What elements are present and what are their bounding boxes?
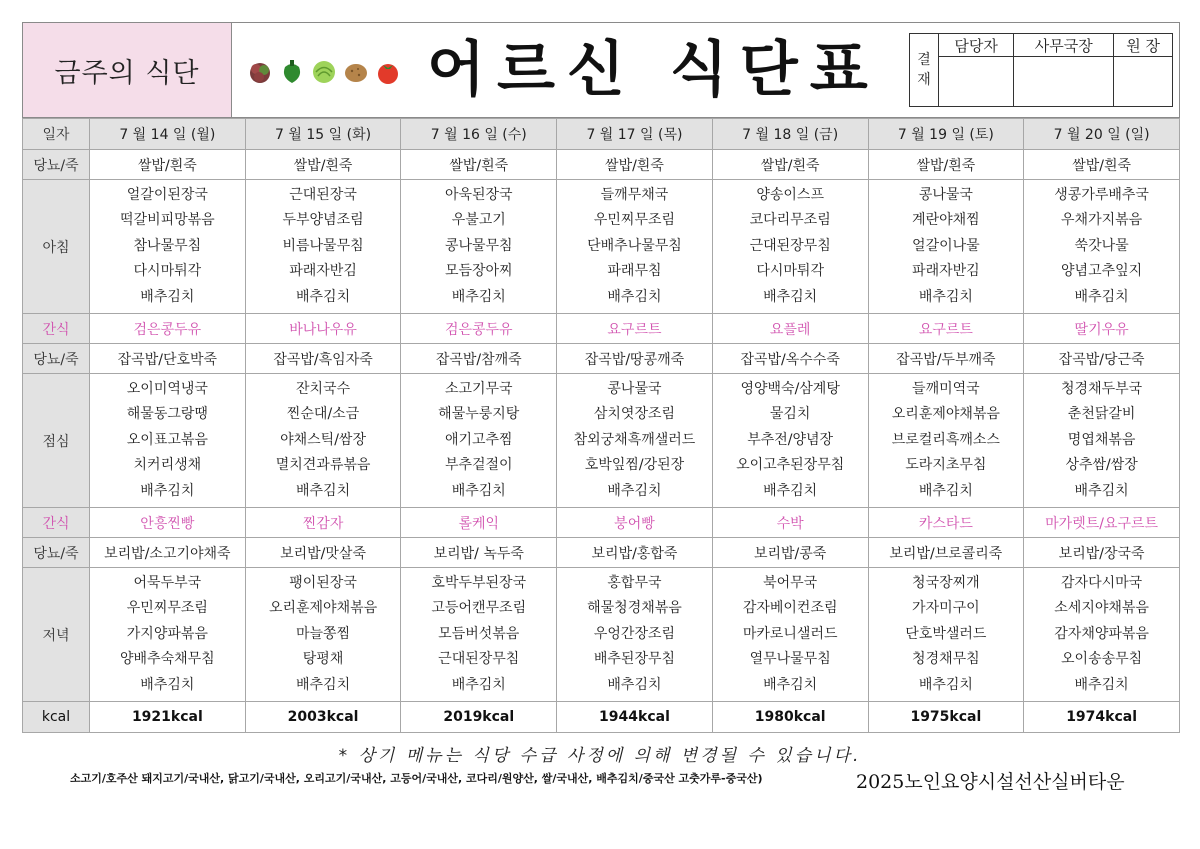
- row-label-date: 일자: [23, 119, 90, 150]
- dinner-cell-list: [869, 568, 1024, 701]
- menu-item: 어묵두부국: [133, 575, 202, 592]
- menu-item: 고등어캔무조림: [431, 600, 527, 617]
- snack2-cell: 안흥찐빵: [90, 508, 246, 538]
- kcal-cell: 1975kcal: [868, 702, 1024, 733]
- menu-item: 모듬버섯볶음: [438, 625, 520, 642]
- snack2-cell: 마가렛트/요구르트: [1024, 508, 1180, 538]
- day-date-cell: 7 월 14 일 (월): [90, 119, 246, 150]
- dinner-row: [23, 568, 1180, 702]
- dinner-cell-list: [246, 568, 401, 701]
- date-row: [23, 119, 1180, 150]
- lunch-cell: [401, 374, 557, 508]
- change-notice: * 상기 메뉴는 식당 수급 사정에 의해 변경될 수 있습니다.: [338, 746, 862, 766]
- potato-icon: [343, 59, 369, 85]
- kcal-cell: 1921kcal: [90, 702, 246, 733]
- menu-item: 브로컬리흑깨소스: [891, 431, 1000, 448]
- week-label: 금주의 식단: [23, 23, 232, 117]
- snack2-cell: 카스타드: [868, 508, 1024, 538]
- lunch-cell: [90, 374, 246, 508]
- approval-side-label: [910, 34, 939, 107]
- lunch-cell: [245, 374, 401, 508]
- menu-item: 쑥갓나물: [1074, 237, 1129, 254]
- menu-item: 해물청경채볶음: [587, 600, 682, 617]
- lunch-cell-list: [713, 374, 868, 507]
- dinner-cell-list: [401, 568, 556, 701]
- snack1-cell: 요플레: [712, 314, 868, 344]
- dinner-cell-list: [557, 568, 712, 701]
- menu-item: 비름나물무침: [282, 237, 364, 254]
- menu-item: 배추김치: [1074, 288, 1129, 305]
- menu-item: 청국장찌개: [912, 575, 980, 592]
- breakfast-alt-cell: 쌀밥/흰죽: [401, 150, 557, 180]
- lunch-alt-cell: 잡곡밥/땅콩깨죽: [557, 344, 713, 374]
- menu-item: 우민찌무조림: [126, 600, 208, 617]
- dinner-alt-row: [23, 538, 1180, 568]
- snack2-row: [23, 508, 1180, 538]
- kcal-cell: 1974kcal: [1024, 702, 1180, 733]
- menu-item: 팽이된장국: [289, 575, 357, 592]
- row-label-kcal: kcal: [23, 702, 90, 733]
- menu-item: 호박잎찜/강된장: [584, 457, 685, 474]
- menu-item: 우채가지볶음: [1061, 212, 1143, 229]
- dinner-alt-cell: 보리밥/맛살죽: [245, 538, 401, 568]
- breakfast-cell-list: [401, 180, 556, 313]
- menu-item: 부추겉절이: [444, 457, 513, 474]
- menu-item: 들깨무채국: [600, 187, 669, 203]
- menu-item: 배추김치: [918, 288, 973, 305]
- menu-item: 근대된장국: [289, 187, 357, 203]
- snack1-cell: 요구르트: [868, 314, 1024, 344]
- approval-role-3: 원 장: [1114, 34, 1173, 57]
- menu-item: 물김치: [769, 406, 811, 423]
- lunch-cell-list: [246, 374, 401, 507]
- lunch-cell: [1024, 374, 1180, 508]
- breakfast-alt-row: [23, 150, 1180, 180]
- approval-side-text: 결재: [917, 52, 931, 88]
- breakfast-alt-cell: 쌀밥/흰죽: [90, 150, 246, 180]
- menu-item: 오이고추된장무침: [736, 457, 845, 474]
- menu-item: 배추김치: [918, 676, 973, 693]
- menu-item: 모듬장아찌: [444, 263, 513, 280]
- menu-item: 콩나물국: [607, 381, 662, 398]
- cabbage-icon: [311, 59, 337, 85]
- breakfast-alt-cell: 쌀밥/흰죽: [1024, 150, 1180, 180]
- lunch-alt-row: [23, 344, 1180, 374]
- dinner-alt-cell: 보리밥/콩죽: [712, 538, 868, 568]
- breakfast-alt-cell: 쌀밥/흰죽: [868, 150, 1024, 180]
- row-label-diabetic: 당뇨/죽: [23, 150, 90, 180]
- menu-item: 근대된장무침: [438, 651, 520, 668]
- menu-item: 우불고기: [451, 212, 506, 229]
- breakfast-cell: [245, 180, 401, 314]
- menu-item: 배추김치: [763, 288, 818, 305]
- menu-item: 명엽채볶음: [1067, 431, 1136, 448]
- menu-item: 단배추나물무침: [587, 237, 682, 254]
- menu-item: 배추김치: [296, 482, 351, 499]
- dinner-cell-list: [1024, 568, 1179, 701]
- menu-item: 배추김치: [607, 482, 662, 499]
- menu-item: 양송이스프: [756, 187, 824, 203]
- menu-item: 가자미구이: [912, 600, 980, 617]
- breakfast-cell-list: [869, 180, 1024, 313]
- day-date-cell: 7 월 19 일 (토): [868, 119, 1024, 150]
- breakfast-cell-list: [1024, 180, 1179, 313]
- lunch-cell-list: [557, 374, 712, 507]
- menu-item: 배추김치: [140, 676, 195, 693]
- menu-item: 파래자반김: [912, 263, 980, 280]
- breakfast-cell: [557, 180, 713, 314]
- day-date-cell: 7 월 17 일 (목): [557, 119, 713, 150]
- menu-item: 춘천닭갈비: [1067, 406, 1136, 423]
- menu-item: 오이표고볶음: [126, 431, 208, 448]
- row-label-snack: 간식: [23, 508, 90, 538]
- menu-item: 청경채무침: [912, 651, 980, 668]
- menu-item: 마늘쫑찜: [296, 625, 351, 642]
- menu-item: 배추김치: [607, 288, 662, 305]
- menu-item: 소고기무국: [444, 381, 513, 398]
- breakfast-row: [23, 180, 1180, 314]
- veggie-icons: [247, 59, 401, 91]
- approval-box: [909, 33, 1173, 107]
- row-label-lunch: 점심: [23, 374, 90, 508]
- menu-item: 파래자반김: [289, 263, 357, 280]
- menu-item: 콩나물국: [918, 187, 973, 203]
- menu-item: 우민찌무조림: [593, 212, 676, 229]
- menu-item: 해물누룽지탕: [438, 406, 520, 423]
- dinner-cell: [1024, 568, 1180, 702]
- kcal-row: [23, 702, 1180, 733]
- menu-item: 배추김치: [296, 676, 351, 693]
- menu-item: 치커리생채: [133, 457, 202, 474]
- dinner-cell: [557, 568, 713, 702]
- menu-item: 단호박샐러드: [905, 625, 987, 642]
- lunch-alt-cell: 잡곡밥/참깨죽: [401, 344, 557, 374]
- row-label-diabetic: 당뇨/죽: [23, 344, 90, 374]
- approval-sign-3: [1114, 57, 1173, 107]
- breakfast-cell-list: [246, 180, 401, 313]
- kcal-cell: 1980kcal: [712, 702, 868, 733]
- menu-item: 부추전/양념장: [747, 431, 834, 448]
- lunch-cell: [557, 374, 713, 508]
- lunch-alt-cell: 잡곡밥/두부깨죽: [868, 344, 1024, 374]
- menu-item: 코다리무조림: [749, 212, 831, 229]
- breakfast-alt-cell: 쌀밥/흰죽: [712, 150, 868, 180]
- menu-item: 해물동그랑땡: [126, 406, 208, 423]
- menu-item: 얼갈이된장국: [126, 187, 208, 203]
- menu-item: 양배추숙채무침: [120, 651, 215, 668]
- breakfast-alt-cell: 쌀밥/흰죽: [557, 150, 713, 180]
- lunch-alt-cell: 잡곡밥/옥수수죽: [712, 344, 868, 374]
- menu-item: 청경채두부국: [1061, 381, 1143, 398]
- menu-item: 배추김치: [451, 288, 506, 305]
- header: [22, 22, 1180, 118]
- menu-item: 배추김치: [140, 288, 195, 305]
- menu-item: 멸치견과류볶음: [275, 457, 371, 474]
- snack1-row: [23, 314, 1180, 344]
- menu-item: 계란야채찜: [912, 212, 980, 229]
- approval-role-2: 사무국장: [1014, 34, 1114, 57]
- menu-item: 근대된장무침: [749, 237, 831, 254]
- row-label-breakfast: 아침: [23, 180, 90, 314]
- menu-item: 오리훈제야채볶음: [891, 406, 1000, 423]
- breakfast-cell: [868, 180, 1024, 314]
- menu-item: 소세지야채볶음: [1054, 600, 1149, 617]
- menu-item: 참외궁채흑깨샐러드: [573, 431, 696, 448]
- menu-item: 애기고추찜: [444, 431, 513, 448]
- menu-item: 참나물무침: [133, 237, 202, 254]
- menu-item: 열무나물무침: [749, 651, 831, 668]
- menu-item: 탕평채: [302, 651, 344, 668]
- menu-item: 배추김치: [296, 288, 351, 305]
- menu-item: 다시마튀각: [133, 263, 202, 280]
- lunch-alt-cell: 잡곡밥/단호박죽: [90, 344, 246, 374]
- dinner-alt-cell: 보리밥/ 녹두죽: [401, 538, 557, 568]
- snack2-cell: 찐감자: [245, 508, 401, 538]
- menu-item: 가지양파볶음: [126, 625, 208, 642]
- lunch-alt-cell: 잡곡밥/당근죽: [1024, 344, 1180, 374]
- menu-item: 파래무침: [607, 263, 662, 280]
- menu-item: 오이미역냉국: [126, 381, 208, 398]
- approval-sign-2: [1014, 57, 1114, 107]
- menu-item: 마카로니샐러드: [742, 625, 838, 642]
- menu-item: 도라지초무침: [905, 457, 987, 474]
- approval-sign-1: [939, 57, 1014, 107]
- menu-item: 북어무국: [763, 575, 818, 592]
- row-label-snack: 간식: [23, 314, 90, 344]
- dinner-cell: [401, 568, 557, 702]
- day-date-cell: 7 월 20 일 (일): [1024, 119, 1180, 150]
- menu-item: 찐순대/소금: [286, 406, 360, 423]
- pepper-icon: [279, 59, 305, 85]
- menu-item: 배추김치: [763, 482, 818, 499]
- lettuce-icon: [247, 59, 273, 85]
- menu-item: 배추김치: [451, 676, 506, 693]
- menu-item: 상추쌈/쌈장: [1065, 457, 1138, 474]
- menu-item: 삼치엿장조림: [593, 406, 676, 423]
- breakfast-cell: [401, 180, 557, 314]
- approval-role-1: 담당자: [939, 34, 1014, 57]
- menu-item: 배추김치: [1074, 676, 1129, 693]
- lunch-row: [23, 374, 1180, 508]
- menu-item: 양념고추잎지: [1061, 263, 1143, 280]
- menu-item: 두부양념조림: [282, 212, 364, 229]
- menu-item: 콩나물무침: [444, 237, 513, 254]
- row-label-diabetic: 당뇨/죽: [23, 538, 90, 568]
- breakfast-cell-list: [557, 180, 712, 313]
- breakfast-alt-cell: 쌀밥/흰죽: [245, 150, 401, 180]
- menu-item: 얼갈이나물: [912, 237, 980, 254]
- dinner-cell-list: [90, 568, 245, 701]
- menu-item: 배추김치: [1074, 482, 1129, 499]
- breakfast-cell: [90, 180, 246, 314]
- day-date-cell: 7 월 18 일 (금): [712, 119, 868, 150]
- menu-table: [22, 118, 1180, 733]
- lunch-alt-cell: 잡곡밥/흑임자죽: [245, 344, 401, 374]
- menu-item: 배추김치: [918, 482, 973, 499]
- kcal-cell: 2019kcal: [401, 702, 557, 733]
- snack2-cell: 붕어빵: [557, 508, 713, 538]
- menu-item: 다시마튀각: [756, 263, 824, 280]
- breakfast-cell-list: [713, 180, 868, 313]
- menu-item: 배추김치: [451, 482, 506, 499]
- snack1-cell: 바나나우유: [245, 314, 401, 344]
- lunch-cell: [712, 374, 868, 508]
- menu-item: 들깨미역국: [912, 381, 980, 398]
- origin-info: 소고기/호주산 돼지고기/국내산, 닭고기/국내산, 오리고기/국내산, 고등어/국내산, 코다리/원양산, 쌀/국내산, 배추김치/중국산 고춧가루-중국산): [70, 772, 763, 785]
- menu-item: 감자베이컨조림: [742, 600, 838, 617]
- lunch-cell-list: [869, 374, 1024, 507]
- dinner-cell: [90, 568, 246, 702]
- menu-item: 야채스틱/쌈장: [280, 431, 366, 448]
- menu-item: 아욱된장국: [444, 187, 513, 203]
- snack1-cell: 검은콩두유: [90, 314, 246, 344]
- lunch-cell-list: [401, 374, 556, 507]
- breakfast-cell: [1024, 180, 1180, 314]
- day-date-cell: 7 월 15 일 (화): [245, 119, 401, 150]
- row-label-dinner: 저녁: [23, 568, 90, 702]
- dinner-alt-cell: 보리밥/홍합죽: [557, 538, 713, 568]
- menu-item: 오리훈제야채볶음: [268, 600, 378, 617]
- snack1-cell: 검은콩두유: [401, 314, 557, 344]
- facility-name: 2025노인요양시설선산실버타운: [856, 771, 1125, 793]
- menu-item: 배추김치: [607, 676, 662, 693]
- menu-item: 생콩가루배추국: [1054, 187, 1149, 203]
- menu-item: 영양백숙/삼계탕: [740, 381, 840, 398]
- snack1-cell: 요구르트: [557, 314, 713, 344]
- menu-item: 떡갈비피망볶음: [120, 212, 215, 229]
- dinner-cell: [868, 568, 1024, 702]
- menu-item: 감자채양파볶음: [1054, 625, 1149, 642]
- menu-item: 배추김치: [763, 676, 818, 693]
- menu-item: 잔치국수: [296, 381, 351, 398]
- kcal-cell: 1944kcal: [557, 702, 713, 733]
- lunch-cell: [868, 374, 1024, 508]
- menu-item: 감자다시마국: [1061, 575, 1143, 592]
- menu-item: 우엉간장조림: [593, 625, 676, 642]
- kcal-cell: 2003kcal: [245, 702, 401, 733]
- menu-item: 오이송송무침: [1061, 651, 1143, 668]
- menu-item: 배추김치: [140, 482, 195, 499]
- snack2-cell: 수박: [712, 508, 868, 538]
- dinner-cell: [712, 568, 868, 702]
- tomato-icon: [375, 59, 401, 85]
- dinner-cell-list: [713, 568, 868, 701]
- menu-item: 호박두부된장국: [431, 575, 527, 592]
- breakfast-cell: [712, 180, 868, 314]
- dinner-alt-cell: 보리밥/소고기야채죽: [90, 538, 246, 568]
- dinner-alt-cell: 보리밥/장국죽: [1024, 538, 1180, 568]
- menu-item: 배추된장무침: [593, 651, 676, 668]
- dinner-cell: [245, 568, 401, 702]
- snack2-cell: 롤케익: [401, 508, 557, 538]
- breakfast-cell-list: [90, 180, 245, 313]
- lunch-cell-list: [1024, 374, 1179, 507]
- dinner-alt-cell: 보리밥/브로콜리죽: [868, 538, 1024, 568]
- snack1-cell: 딸기우유: [1024, 314, 1180, 344]
- menu-item: 홍합무국: [607, 575, 662, 592]
- day-date-cell: 7 월 16 일 (수): [401, 119, 557, 150]
- page-title: 어르신 식단표: [427, 35, 880, 105]
- lunch-cell-list: [90, 374, 245, 507]
